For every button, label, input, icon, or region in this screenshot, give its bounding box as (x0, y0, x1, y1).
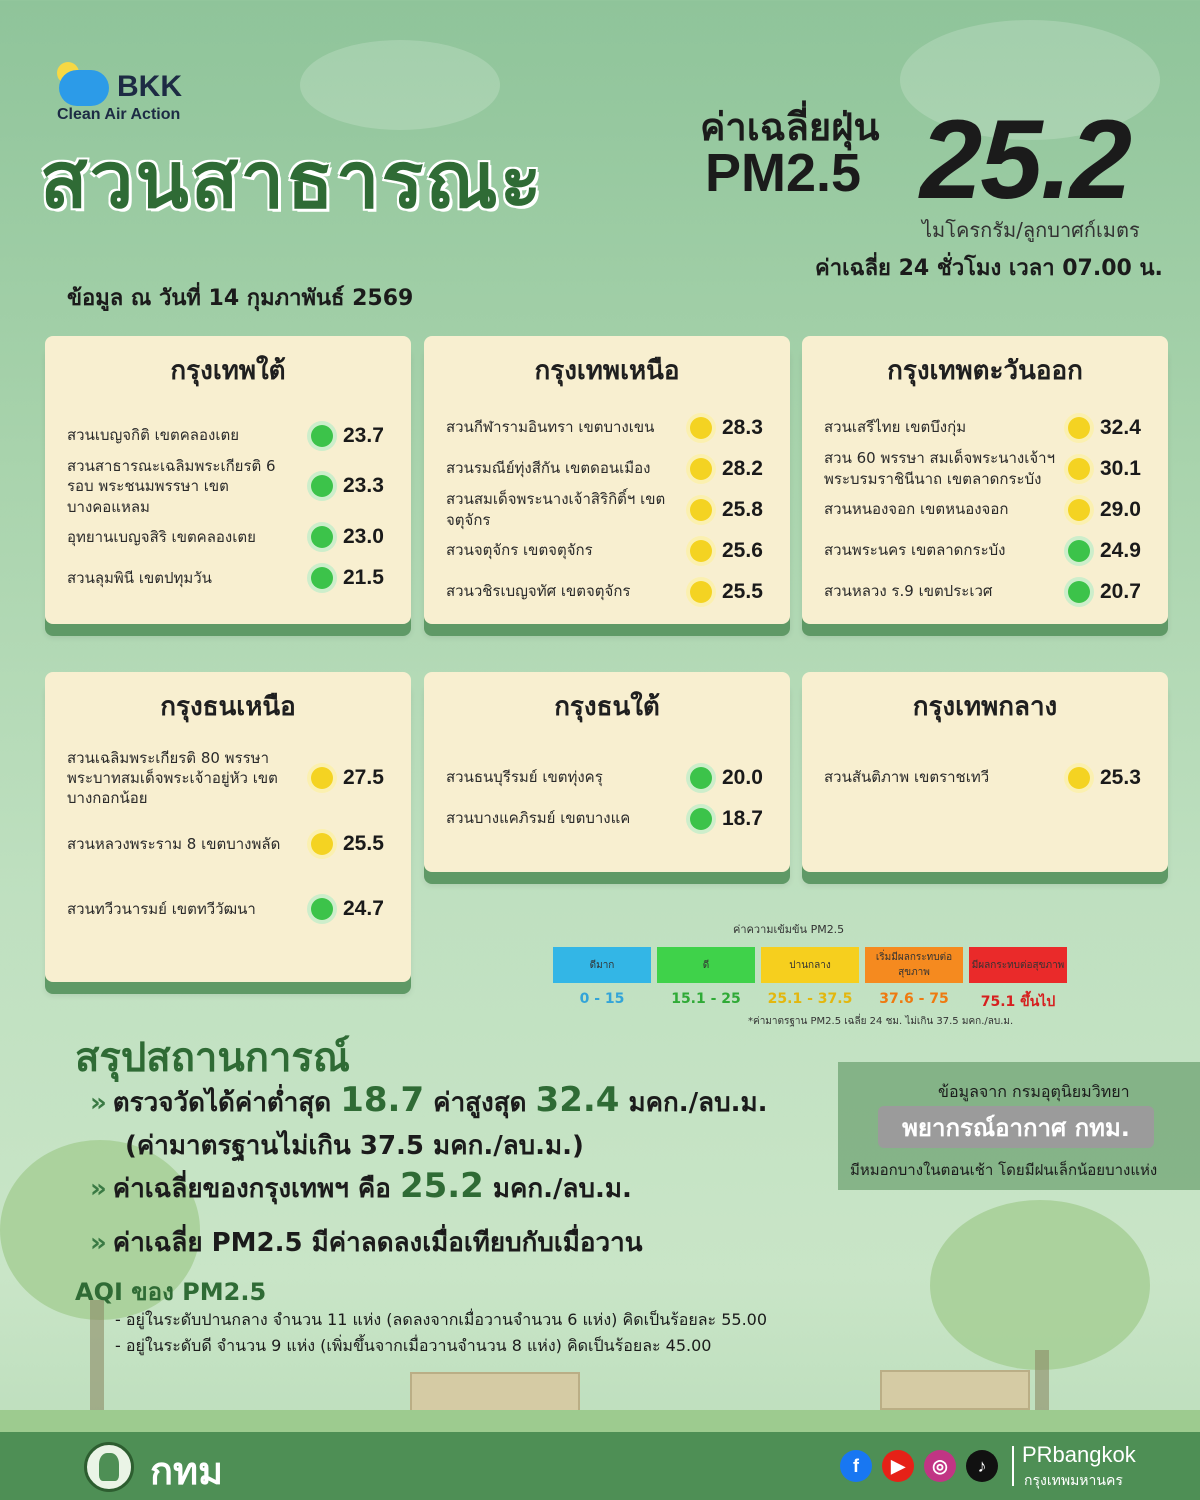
chevron-right-icon: » (90, 1088, 107, 1118)
aqi-dot-moderate (690, 499, 712, 521)
zone-card-bangkok-north (424, 336, 790, 624)
summary-min-label: ตรวจวัดได้ค่าต่ำสุด (112, 1088, 332, 1118)
zone-card-bangkok-south (45, 336, 411, 624)
average-unit: ไมโครกรัม/ลูกบาศก์เมตร (922, 218, 1140, 242)
aqi-dot-moderate (690, 581, 712, 603)
grass-strip (0, 1410, 1200, 1434)
park-row (802, 530, 1168, 571)
legend-item (969, 947, 1067, 1013)
youtube-icon[interactable]: ▶ (882, 1450, 914, 1482)
legend-item (865, 947, 963, 1013)
zone-card-thonburi-north (45, 672, 411, 982)
legend-item (553, 947, 651, 1013)
summary-average (90, 1166, 632, 1209)
park-name: สวนสันติภาพ เขตราชเทวี (824, 768, 990, 787)
park-row (45, 743, 411, 813)
park-value: 25.3 (1100, 765, 1141, 789)
weather-source: ข้อมูลจาก กรมอุตุนิยมวิทยา (938, 1082, 1130, 1101)
legend-range: 0 - 15 (579, 991, 625, 1007)
park-value: 20.0 (722, 765, 763, 789)
park-value: 25.5 (722, 579, 763, 603)
summary-trend (90, 1222, 642, 1263)
pr-bangkok-sublabel: กรุงเทพมหานคร (1024, 1473, 1123, 1489)
park-value: 21.5 (343, 566, 384, 590)
park-row (45, 813, 411, 875)
park-name: สวนสมเด็จพระนางเจ้าสิริกิติ์ฯ เขตจตุจักร (446, 490, 666, 529)
summary-max-value: 32.4 (535, 1080, 620, 1120)
zone-title: กรุงเทพใต้ (170, 356, 286, 386)
park-name: สวนหลวง ร.9 เขตประเวศ (824, 582, 993, 601)
park-row (424, 448, 790, 489)
legend-range: 25.1 - 37.5 (767, 991, 853, 1007)
park-value: 23.0 (343, 525, 384, 549)
aqi-dot-good (1068, 581, 1090, 603)
chevron-right-icon: » (90, 1228, 107, 1258)
park-value: 29.0 (1100, 497, 1141, 521)
park-value: 20.7 (1100, 579, 1141, 603)
weather-description: มีหมอกบางในตอนเช้า โดยมีฝนเล็กน้อยบางแห่ง (850, 1161, 1158, 1179)
aqi-dot-good (311, 898, 333, 920)
park-row (45, 456, 411, 517)
legend-range: 37.6 - 75 (879, 991, 949, 1007)
pm25-legend (553, 947, 1067, 1013)
aqi-dot-moderate (690, 458, 712, 480)
park-row (424, 757, 790, 798)
aqi-moderate-line: - อยู่ในระดับปานกลาง จำนวน 11 แห่ง (ลดลงจากเมื่อวานจำนวน 6 แห่ง) คิดเป็นร้อยละ 55.00 (115, 1310, 768, 1329)
park-name: สวนรมณีย์ทุ่งสีกัน เขตดอนเมือง (446, 459, 651, 478)
data-date: ข้อมูล ณ วันที่ 14 กุมภาพันธ์ 2569 (67, 286, 414, 311)
park-name: สวนวชิรเบญจทัศ เขตจตุจักร (446, 582, 631, 601)
cloud-icon (59, 70, 109, 106)
park-value: 23.7 (343, 423, 384, 447)
pr-bangkok-label: PRbangkok (1022, 1442, 1136, 1467)
legend-title: ค่าความเข้มข้น PM2.5 (733, 923, 845, 936)
aqi-dot-moderate (311, 833, 333, 855)
park-row (45, 415, 411, 456)
zone-title: กรุงธนใต้ (554, 692, 660, 722)
park-row (802, 571, 1168, 612)
legend-item (761, 947, 859, 1013)
aqi-dot-moderate (1068, 417, 1090, 439)
park-name: สวนจตุจักร เขตจตุจักร (446, 541, 593, 560)
aqi-dot-good (311, 475, 333, 497)
aqi-dot-good (690, 767, 712, 789)
park-row (424, 489, 790, 530)
logo-brand: BKK (117, 70, 182, 103)
logo-tagline: Clean Air Action (57, 106, 181, 123)
park-value: 32.4 (1100, 415, 1141, 439)
aqi-dot-good (311, 567, 333, 589)
park-name: สวนธนบุรีรมย์ เขตทุ่งครุ (446, 768, 603, 787)
park-value: 28.3 (722, 415, 763, 439)
summary-average-label: ค่าเฉลี่ยของกรุงเทพฯ คือ (112, 1174, 391, 1204)
summary-standard: (ค่ามาตรฐานไม่เกิน 37.5 มคก./ลบ.ม.) (125, 1131, 584, 1161)
aqi-dot-good (311, 526, 333, 548)
park-name: สวนบางแคภิรมย์ เขตบางแค (446, 809, 631, 828)
park-value: 25.5 (343, 832, 384, 855)
park-value: 24.7 (343, 897, 384, 920)
park-row (424, 530, 790, 571)
park-name: สวนหลวงพระราม 8 เขตบางพลัด (67, 834, 281, 853)
legend-swatch: เริ่มมีผลกระทบต่อสุขภาพ (865, 947, 963, 983)
summary-min-value: 18.7 (340, 1080, 425, 1120)
legend-range: 15.1 - 25 (671, 991, 741, 1007)
park-row (45, 875, 411, 943)
zone-card-bangkok-east (802, 336, 1168, 624)
summary-max-label: ค่าสูงสุด (433, 1088, 527, 1118)
bench-illustration (880, 1370, 1030, 1410)
bench-illustration (410, 1372, 580, 1412)
legend-swatch: ดี (657, 947, 755, 983)
park-row (45, 558, 411, 599)
park-name: อุทยานเบญจสิริ เขตคลองเตย (67, 528, 256, 547)
park-name: สวนทวีวนารมย์ เขตทวีวัฒนา (67, 899, 256, 918)
summary-title: สรุปสถานการณ์ (75, 1035, 350, 1081)
park-value: 28.2 (722, 456, 763, 480)
average-value: 25.2 (920, 97, 1130, 222)
aqi-dot-moderate (311, 767, 333, 789)
weather-forecast-button[interactable]: พยากรณ์อากาศ กทม. (878, 1106, 1154, 1148)
aqi-dot-good (690, 808, 712, 830)
aqi-dot-moderate (1068, 499, 1090, 521)
park-name: สวนพระนคร เขตลาดกระบัง (824, 541, 1006, 560)
seal-emblem (99, 1453, 119, 1481)
park-row (802, 407, 1168, 448)
park-row (424, 407, 790, 448)
tiktok-icon[interactable]: ♪ (966, 1450, 998, 1482)
pm-label: PM2.5 (705, 143, 862, 203)
average-period: ค่าเฉลี่ย 24 ชั่วโมง เวลา 07.00 น. (815, 256, 1163, 281)
instagram-icon[interactable]: ◎ (924, 1450, 956, 1482)
park-value: 24.9 (1100, 538, 1141, 562)
summary-minmax (90, 1080, 767, 1123)
aqi-dot-moderate (690, 417, 712, 439)
legend-range: 75.1 ขึ้นไป (980, 994, 1056, 1010)
legend-note: *ค่ามาตรฐาน PM2.5 เฉลี่ย 24 ชม. ไม่เกิน 37.5 มคก./ลบ.ม. (748, 1016, 1014, 1027)
footer-divider (1012, 1446, 1014, 1486)
park-name: สวนกีฬารามอินทรา เขตบางเขน (446, 418, 655, 437)
average-label: ค่าเฉลี่ยฝุ่น (700, 105, 880, 149)
park-row (802, 448, 1168, 489)
aqi-title: AQI ของ PM2.5 (75, 1278, 267, 1306)
zone-card-bangkok-central (802, 672, 1168, 872)
legend-swatch: มีผลกระทบต่อสุขภาพ (969, 947, 1067, 983)
park-name: สวนสาธารณะเฉลิมพระเกียรติ 6 รอบ พระชนมพรรษา เขตบางคอแหลม (67, 457, 276, 516)
tree-illustration (930, 1200, 1150, 1370)
zone-card-thonburi-south (424, 672, 790, 872)
park-name: สวน 60 พรรษา สมเด็จพระนางเจ้าฯ พระบรมราชินีนาถ เขตลาดกระบัง (824, 449, 1055, 488)
zone-title: กรุงเทพตะวันออก (887, 356, 1083, 386)
aqi-good-line: - อยู่ในระดับดี จำนวน 9 แห่ง (เพิ่มขึ้นจากเมื่อวานจำนวน 8 แห่ง) คิดเป็นร้อยละ 45.00 (115, 1336, 712, 1355)
park-value: 25.6 (722, 538, 763, 562)
tree-trunk (90, 1300, 104, 1420)
aqi-dot-moderate (1068, 458, 1090, 480)
park-name: สวนหนองจอก เขตหนองจอก (824, 500, 1009, 519)
park-row (424, 798, 790, 839)
legend-swatch: ปานกลาง (761, 947, 859, 983)
park-name: สวนเฉลิมพระเกียรติ 80 พรรษา พระบาทสมเด็จพระเจ้าอยู่หัว เขตบางกอกน้อย (67, 748, 278, 808)
footer (0, 1432, 1200, 1500)
park-value: 23.3 (343, 474, 384, 498)
page-title: สวนสาธารณะ (40, 136, 544, 226)
chevron-right-icon: » (90, 1174, 107, 1204)
org-name: กทม (150, 1449, 224, 1493)
facebook-icon[interactable]: f (840, 1450, 872, 1482)
legend-swatch: ดีมาก (553, 947, 651, 983)
park-row (45, 517, 411, 558)
bma-seal-logo (84, 1442, 134, 1492)
park-row (424, 571, 790, 612)
cloud-shape (300, 40, 500, 130)
summary-unit: มคก./ลบ.ม. (628, 1088, 768, 1118)
park-name: สวนเบญจกิติ เขตคลองเตย (67, 426, 239, 445)
aqi-dot-good (311, 425, 333, 447)
park-row (802, 757, 1168, 798)
summary-unit: มคก./ลบ.ม. (492, 1174, 632, 1204)
zone-title: กรุงธนเหนือ (160, 692, 296, 722)
park-row (802, 489, 1168, 530)
park-name: สวนลุมพินี เขตปทุมวัน (67, 569, 212, 588)
summary-trend-text: ค่าเฉลี่ย PM2.5 มีค่าลดลงเมื่อเทียบกับเมื่อวาน (112, 1228, 643, 1258)
park-value: 25.8 (722, 497, 763, 521)
aqi-dot-moderate (690, 540, 712, 562)
zone-title: กรุงเทพกลาง (912, 692, 1058, 722)
summary-average-value: 25.2 (399, 1166, 484, 1206)
park-name: สวนเสรีไทย เขตบึงกุ่ม (824, 418, 967, 437)
aqi-dot-moderate (1068, 767, 1090, 789)
legend-item (657, 947, 755, 1013)
aqi-dot-good (1068, 540, 1090, 562)
weather-panel (838, 1062, 1200, 1190)
park-value: 27.5 (343, 766, 384, 789)
park-value: 18.7 (722, 806, 763, 830)
zone-title: กรุงเทพเหนือ (534, 356, 680, 386)
park-value: 30.1 (1100, 456, 1141, 480)
